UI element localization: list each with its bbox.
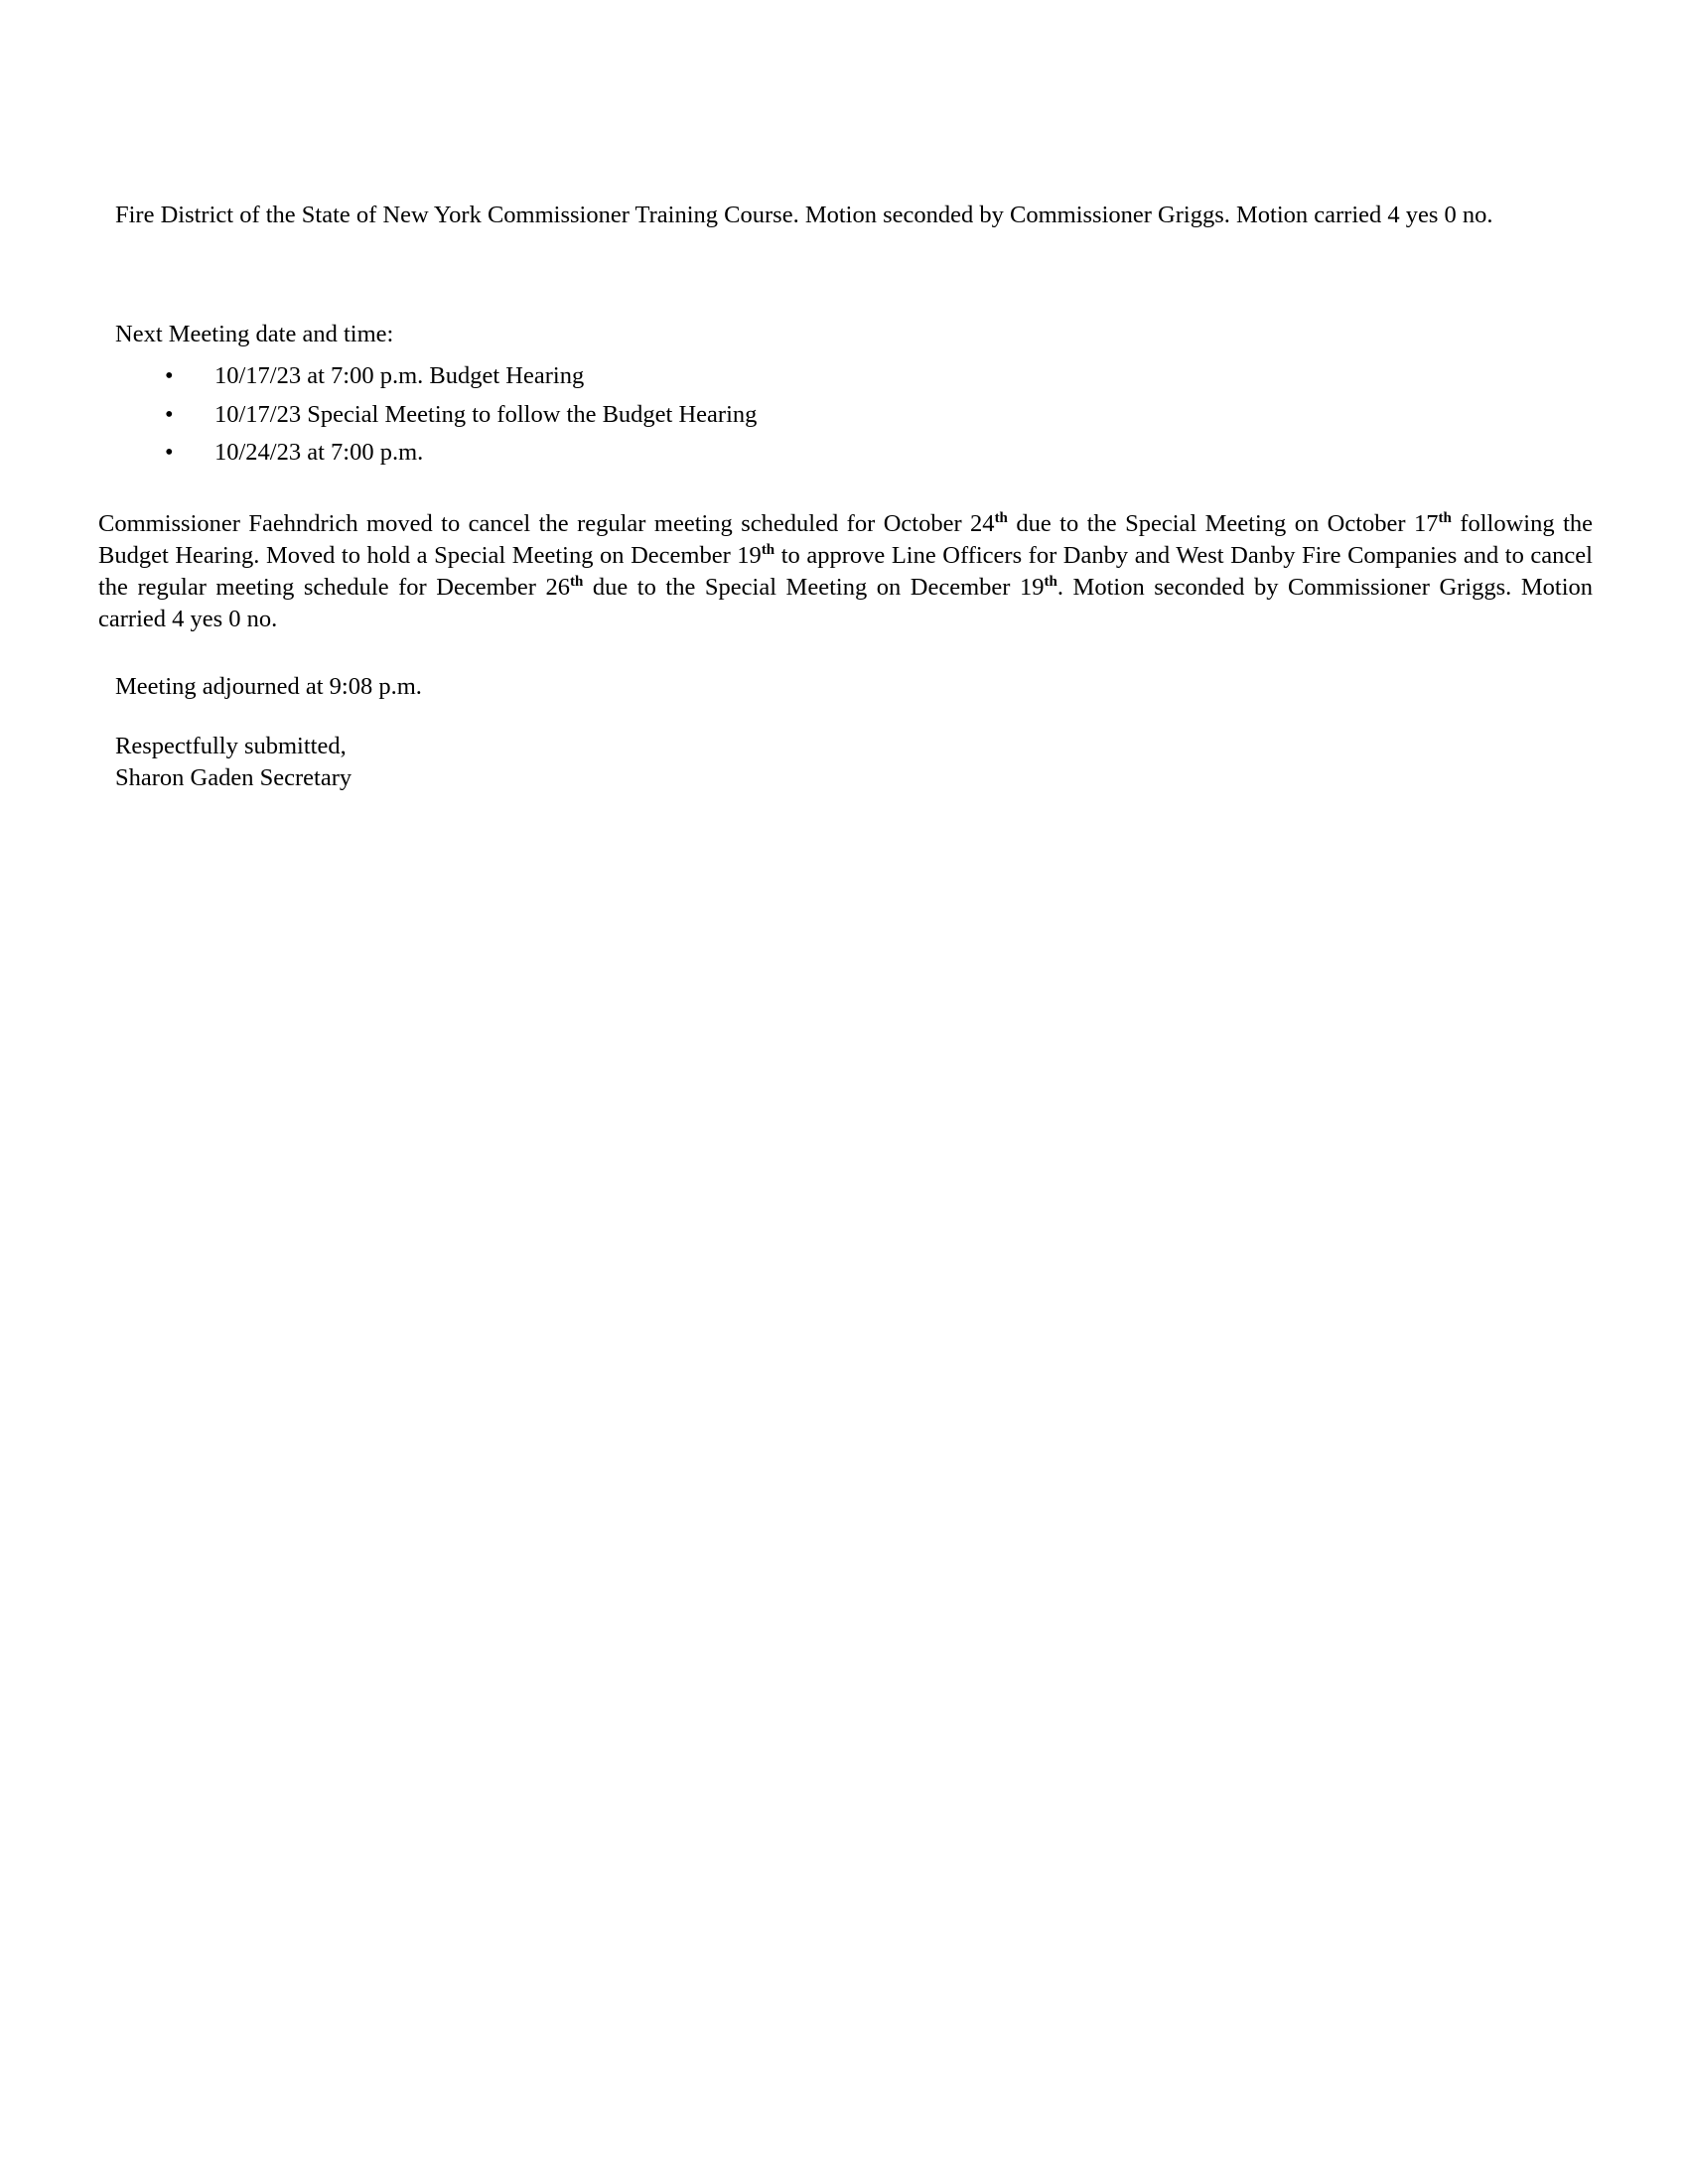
list-item: [115, 396, 757, 435]
signature-block: [115, 731, 352, 794]
ordinal-suffix: th: [994, 509, 1008, 526]
motion-text-6: . Motion seconded by Commissioner Griggs. Motion carried 4 yes 0 no.: [98, 574, 1594, 632]
ordinal-suffix: th: [761, 541, 775, 558]
list-item: [115, 434, 757, 473]
list-item-text: 10/17/23 Special Meeting to follow the Budget Hearing: [214, 400, 758, 428]
motion-text-5: due to the Special Meeting on December 19: [583, 574, 1045, 601]
continued-paragraph: Fire District of the State of New York Commissioner Training Course. Motion seconded by Commissioner Griggs. Motion carried 4 yes 0 no.: [115, 202, 1493, 228]
bullet-icon: •: [165, 362, 174, 389]
next-meeting-list: [115, 357, 757, 473]
list-item-text: 10/24/23 at 7:00 p.m.: [214, 439, 424, 466]
ordinal-suffix: th: [569, 573, 584, 590]
bullet-icon: •: [165, 400, 174, 428]
bullet-icon: •: [165, 439, 174, 466]
motion-text-1: Commissioner Faehndrich moved to cancel the regular meeting scheduled for October 24: [98, 510, 995, 537]
ordinal-suffix: th: [1044, 573, 1057, 590]
next-meeting-label: Next Meeting date and time:: [115, 321, 394, 347]
signature-line: Sharon Gaden Secretary: [115, 764, 352, 791]
adjourned-line: Meeting adjourned at 9:08 p.m.: [115, 673, 422, 700]
motion-paragraph: [98, 508, 1593, 635]
motion-text-4: to approve Line Officers for Danby and West Danby Fire Companies and to cancel the regular meeting schedule for December 26: [98, 542, 1593, 601]
list-item-text: 10/17/23 at 7:00 p.m. Budget Hearing: [214, 362, 585, 389]
closing-line: Respectfully submitted,: [115, 733, 347, 759]
ordinal-suffix: th: [1438, 509, 1452, 526]
motion-text-2: due to the Special Meeting on October 17: [1007, 510, 1439, 537]
list-item: [115, 357, 757, 396]
motion-text-3: following the Budget Hearing. Moved to hold a Special Meeting on December 19: [98, 510, 1593, 569]
